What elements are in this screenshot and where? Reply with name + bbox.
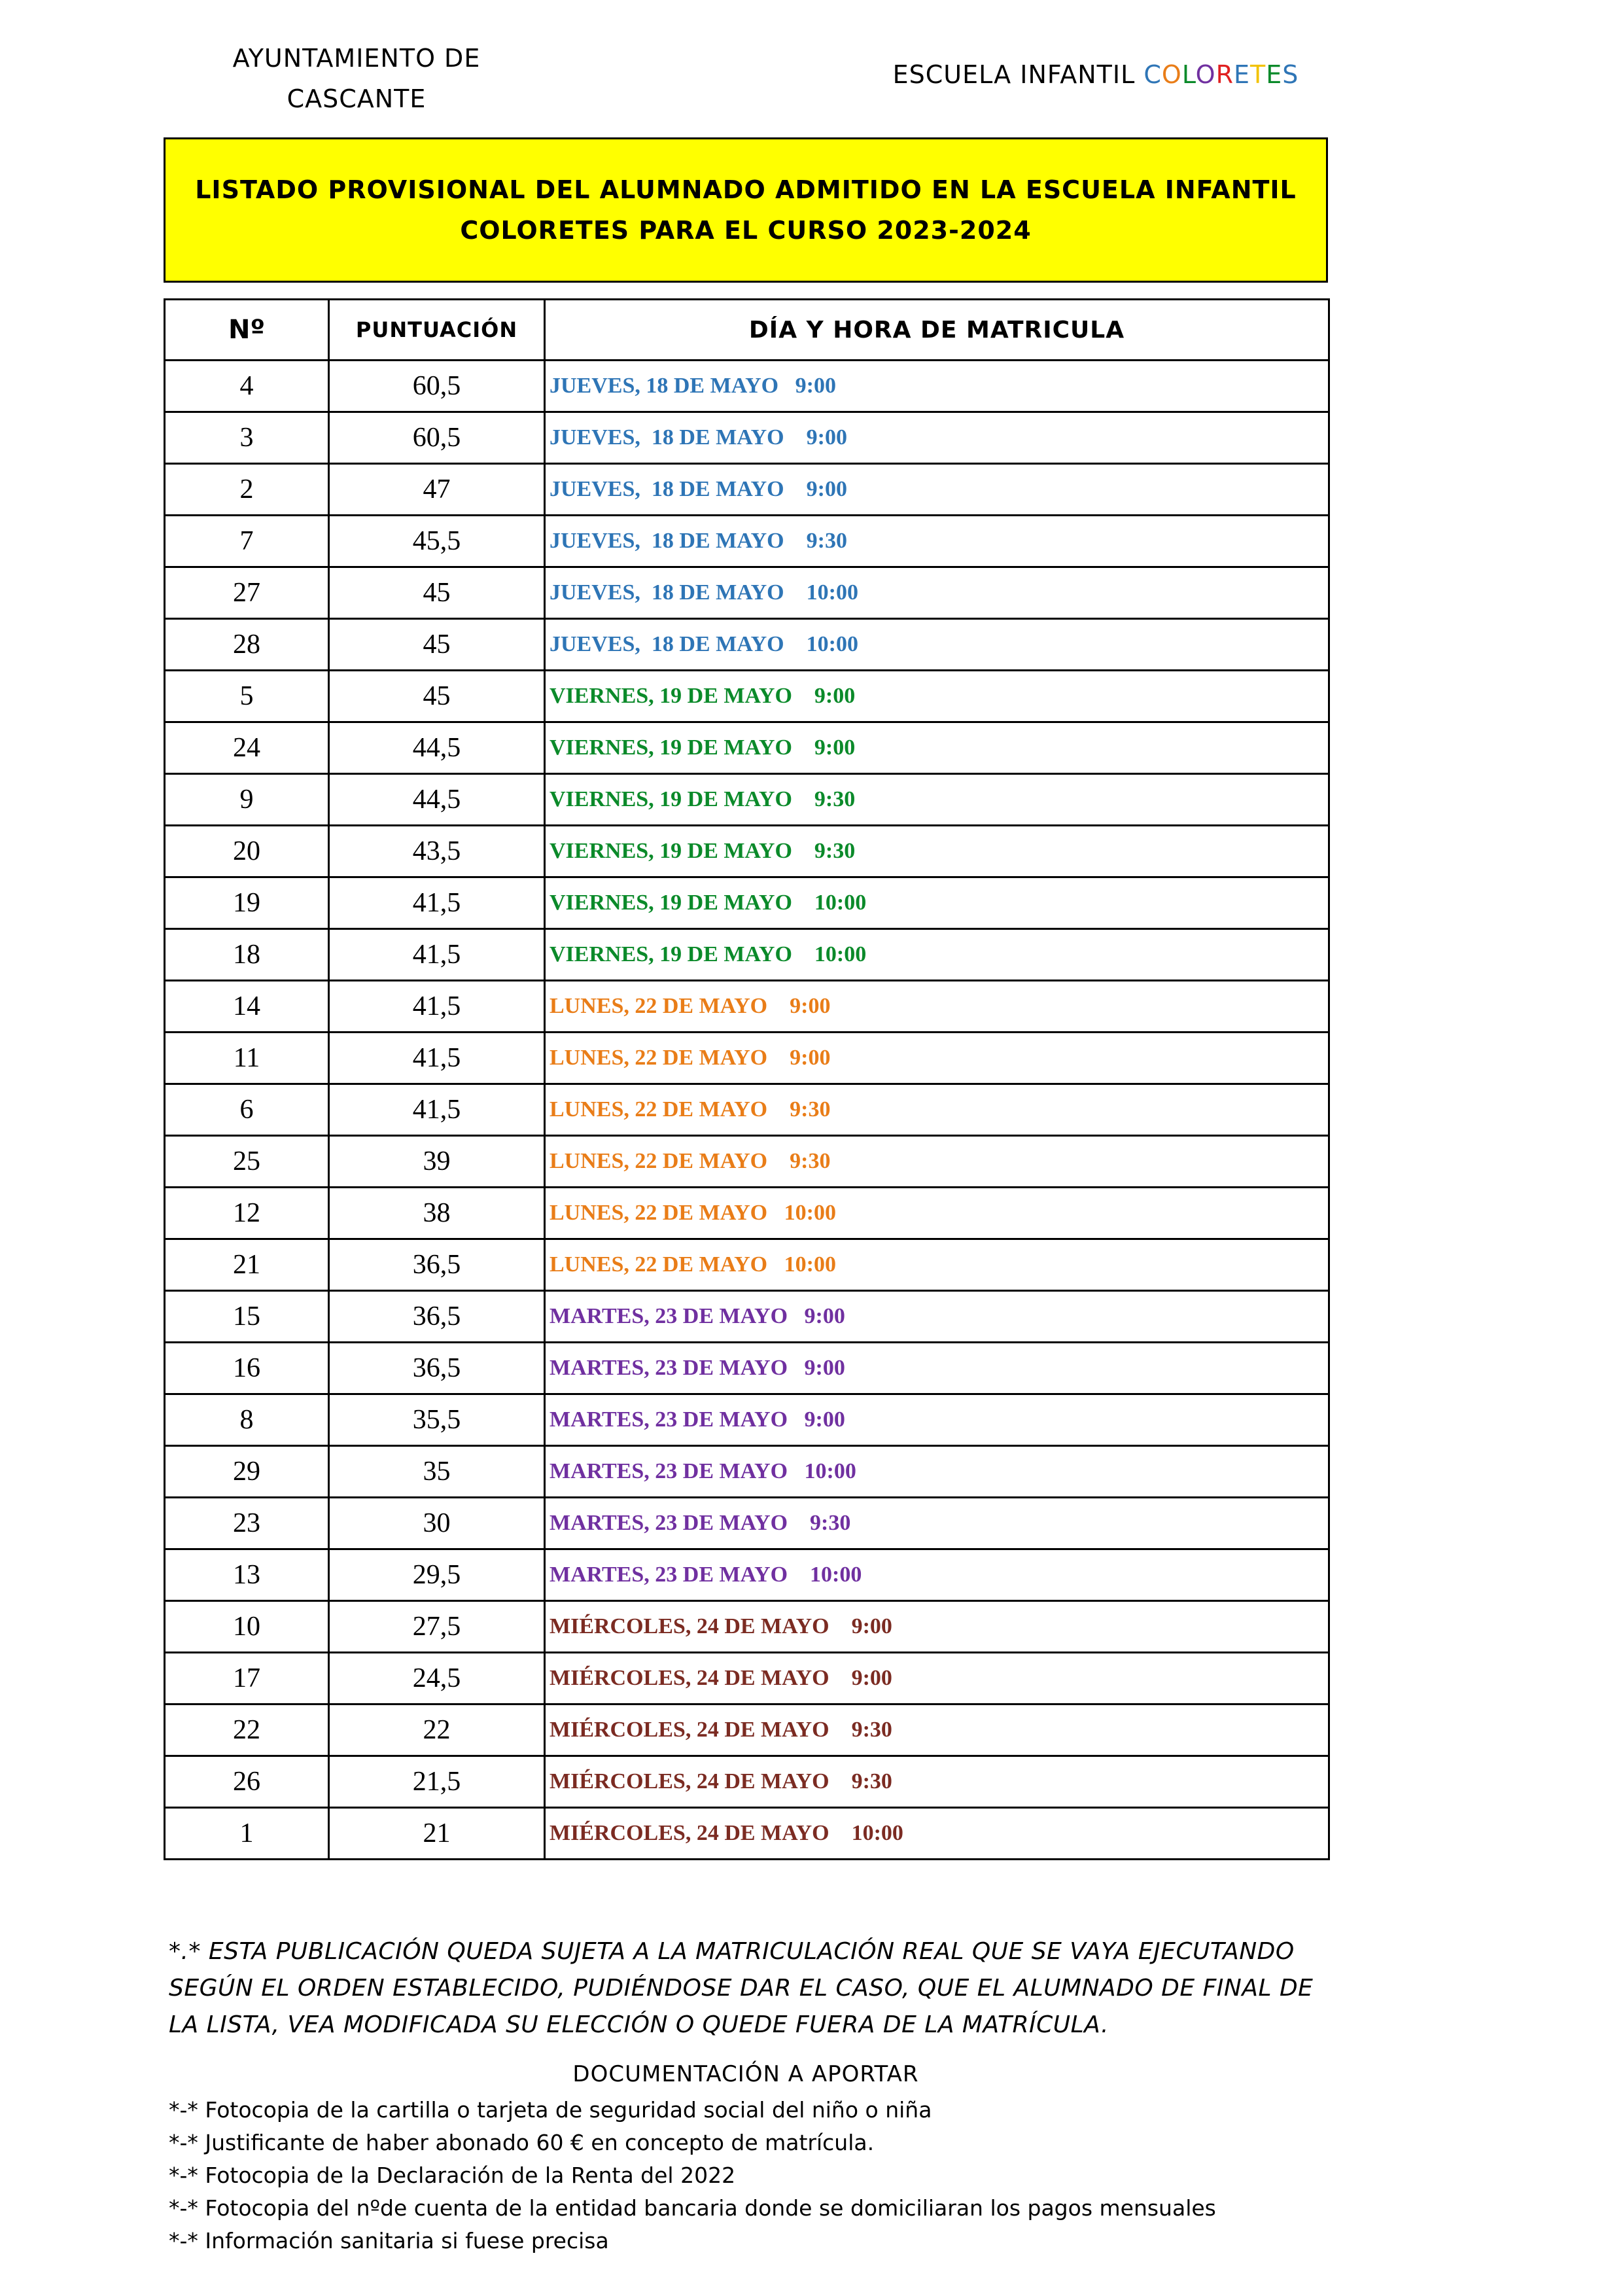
table-row	[165, 464, 1329, 516]
cell-score: 45	[329, 619, 545, 671]
cell-number: 6	[165, 1084, 329, 1136]
cell-score: 22	[329, 1704, 545, 1756]
table-row	[165, 412, 1329, 464]
table-row	[165, 1601, 1329, 1653]
cell-score: 39	[329, 1136, 545, 1188]
table-row	[165, 567, 1329, 619]
cell-number: 14	[165, 981, 329, 1033]
cell-number: 7	[165, 516, 329, 567]
document-item: *-* Fotocopia de la Declaración de la Renta del 2022	[169, 2163, 736, 2188]
table-row	[165, 516, 1329, 567]
cell-score: 60,5	[329, 361, 545, 412]
cell-score: 60,5	[329, 412, 545, 464]
table-row	[165, 722, 1329, 774]
cell-enrollment-date: MIÉRCOLES, 24 DE MAYO 9:00	[545, 1601, 1329, 1653]
cell-score: 29,5	[329, 1549, 545, 1601]
table-row	[165, 671, 1329, 722]
logo-letter: E	[1233, 60, 1250, 89]
table-row	[165, 774, 1329, 826]
table-row	[165, 1498, 1329, 1549]
cell-number: 29	[165, 1446, 329, 1498]
municipality-line-1: AYUNTAMIENTO DE	[232, 44, 481, 73]
cell-number: 11	[165, 1033, 329, 1084]
publication-note	[169, 1934, 1333, 2043]
logo-letter: T	[1250, 60, 1266, 89]
table-row	[165, 1704, 1329, 1756]
school-name-prefix: ESCUELA INFANTIL	[892, 60, 1136, 89]
cell-score: 36,5	[329, 1239, 545, 1291]
document-item: *-* Justificante de haber abonado 60 € en concepto de matrícula.	[169, 2130, 875, 2155]
cell-number: 26	[165, 1756, 329, 1808]
cell-number: 25	[165, 1136, 329, 1188]
cell-number: 24	[165, 722, 329, 774]
cell-number: 8	[165, 1394, 329, 1446]
document-item: *-* Información sanitaria si fuese precisa	[169, 2228, 609, 2253]
table-row	[165, 1084, 1329, 1136]
cell-enrollment-date: JUEVES, 18 DE MAYO 9:00	[545, 361, 1329, 412]
cell-score: 45	[329, 671, 545, 722]
table-row	[165, 877, 1329, 929]
cell-number: 10	[165, 1601, 329, 1653]
note-line-1: *.* ESTA PUBLICACIÓN QUEDA SUJETA A LA MATRICULACIÓN REAL QUE SE VAYA EJECUTANDO	[169, 1938, 1295, 1965]
cell-number: 20	[165, 826, 329, 877]
cell-enrollment-date: JUEVES, 18 DE MAYO 10:00	[545, 567, 1329, 619]
cell-score: 44,5	[329, 722, 545, 774]
logo-letter: L	[1181, 60, 1196, 89]
cell-number: 1	[165, 1808, 329, 1860]
cell-score: 41,5	[329, 981, 545, 1033]
table-row	[165, 1136, 1329, 1188]
table-row	[165, 1446, 1329, 1498]
cell-enrollment-date: MIÉRCOLES, 24 DE MAYO 9:30	[545, 1704, 1329, 1756]
cell-number: 16	[165, 1343, 329, 1394]
cell-score: 44,5	[329, 774, 545, 826]
cell-number: 18	[165, 929, 329, 981]
cell-number: 5	[165, 671, 329, 722]
document-item: *-* Fotocopia de la cartilla o tarjeta de seguridad social del niño o niña	[169, 2097, 932, 2123]
cell-number: 21	[165, 1239, 329, 1291]
cell-enrollment-date: VIERNES, 19 DE MAYO 10:00	[545, 929, 1329, 981]
coloretes-logo	[1143, 60, 1299, 89]
cell-score: 36,5	[329, 1343, 545, 1394]
table-row	[165, 1756, 1329, 1808]
table-header-row	[165, 300, 1329, 361]
table-row	[165, 1188, 1329, 1239]
cell-enrollment-date: VIERNES, 19 DE MAYO 9:00	[545, 722, 1329, 774]
cell-score: 36,5	[329, 1291, 545, 1343]
table-row	[165, 929, 1329, 981]
cell-enrollment-date: JUEVES, 18 DE MAYO 10:00	[545, 619, 1329, 671]
cell-score: 47	[329, 464, 545, 516]
cell-number: 28	[165, 619, 329, 671]
cell-number: 27	[165, 567, 329, 619]
note-line-2: SEGÚN EL ORDEN ESTABLECIDO, PUDIÉNDOSE DAR EL CASO, QUE EL ALUMNADO DE FINAL DE	[169, 1975, 1314, 2002]
logo-letter: C	[1143, 60, 1162, 89]
cell-score: 21,5	[329, 1756, 545, 1808]
cell-enrollment-date: LUNES, 22 DE MAYO 9:30	[545, 1084, 1329, 1136]
table-row	[165, 1033, 1329, 1084]
cell-enrollment-date: MARTES, 23 DE MAYO 10:00	[545, 1446, 1329, 1498]
cell-score: 43,5	[329, 826, 545, 877]
logo-letter: O	[1195, 60, 1216, 89]
table-row	[165, 619, 1329, 671]
cell-enrollment-date: MARTES, 23 DE MAYO 9:00	[545, 1394, 1329, 1446]
title-line-2: COLORETES PARA EL CURSO 2023-2024	[460, 216, 1032, 245]
cell-enrollment-date: JUEVES, 18 DE MAYO 9:30	[545, 516, 1329, 567]
cell-enrollment-date: MIÉRCOLES, 24 DE MAYO 10:00	[545, 1808, 1329, 1860]
documents-list	[169, 2094, 1333, 2257]
municipality-line-2: CASCANTE	[287, 84, 427, 113]
cell-score: 35,5	[329, 1394, 545, 1446]
cell-number: 12	[165, 1188, 329, 1239]
title-line-1: LISTADO PROVISIONAL DEL ALUMNADO ADMITIDO EN LA ESCUELA INFANTIL	[195, 175, 1297, 204]
cell-score: 41,5	[329, 929, 545, 981]
table-row	[165, 1343, 1329, 1394]
documents-title: DOCUMENTACIÓN A APORTAR	[572, 2061, 919, 2087]
cell-score: 30	[329, 1498, 545, 1549]
header-score: PUNTUACIÓN	[329, 300, 545, 361]
title-banner	[164, 137, 1328, 283]
cell-enrollment-date: MIÉRCOLES, 24 DE MAYO 9:30	[545, 1756, 1329, 1808]
cell-score: 45,5	[329, 516, 545, 567]
cell-enrollment-date: JUEVES, 18 DE MAYO 9:00	[545, 464, 1329, 516]
logo-letter: S	[1282, 60, 1299, 89]
cell-enrollment-date: VIERNES, 19 DE MAYO 10:00	[545, 877, 1329, 929]
cell-enrollment-date: MARTES, 23 DE MAYO 9:00	[545, 1343, 1329, 1394]
cell-enrollment-date: LUNES, 22 DE MAYO 9:00	[545, 981, 1329, 1033]
cell-number: 3	[165, 412, 329, 464]
table-row	[165, 826, 1329, 877]
note-line-3: LA LISTA, VEA MODIFICADA SU ELECCIÓN O QUEDE FUERA DE LA MATRÍCULA.	[169, 2011, 1109, 2038]
document-item: *-* Fotocopia del nºde cuenta de la entidad bancaria donde se domiciliaran los pagos mensuales	[169, 2195, 1216, 2221]
cell-enrollment-date: LUNES, 22 DE MAYO 10:00	[545, 1239, 1329, 1291]
cell-number: 2	[165, 464, 329, 516]
admissions-table	[164, 298, 1330, 1860]
cell-number: 4	[165, 361, 329, 412]
cell-enrollment-date: MARTES, 23 DE MAYO 10:00	[545, 1549, 1329, 1601]
cell-enrollment-date: VIERNES, 19 DE MAYO 9:30	[545, 826, 1329, 877]
table-row	[165, 1808, 1329, 1860]
cell-score: 41,5	[329, 1033, 545, 1084]
school-name	[850, 60, 1341, 89]
cell-number: 19	[165, 877, 329, 929]
cell-enrollment-date: VIERNES, 19 DE MAYO 9:30	[545, 774, 1329, 826]
header-enrollment-date: DÍA Y HORA DE MATRICULA	[545, 300, 1329, 361]
table-row	[165, 1653, 1329, 1704]
table-row	[165, 981, 1329, 1033]
logo-letter: E	[1266, 60, 1283, 89]
cell-score: 38	[329, 1188, 545, 1239]
cell-enrollment-date: JUEVES, 18 DE MAYO 9:00	[545, 412, 1329, 464]
cell-score: 41,5	[329, 877, 545, 929]
municipality-name	[190, 38, 523, 119]
cell-enrollment-date: MARTES, 23 DE MAYO 9:30	[545, 1498, 1329, 1549]
cell-number: 17	[165, 1653, 329, 1704]
cell-score: 24,5	[329, 1653, 545, 1704]
cell-number: 23	[165, 1498, 329, 1549]
table-row	[165, 1394, 1329, 1446]
cell-enrollment-date: LUNES, 22 DE MAYO 9:00	[545, 1033, 1329, 1084]
logo-letter: R	[1215, 60, 1234, 89]
table-row	[165, 1239, 1329, 1291]
table-row	[165, 1549, 1329, 1601]
cell-number: 13	[165, 1549, 329, 1601]
cell-score: 21	[329, 1808, 545, 1860]
cell-score: 41,5	[329, 1084, 545, 1136]
table-row	[165, 361, 1329, 412]
cell-score: 45	[329, 567, 545, 619]
cell-enrollment-date: MARTES, 23 DE MAYO 9:00	[545, 1291, 1329, 1343]
cell-number: 15	[165, 1291, 329, 1343]
cell-number: 9	[165, 774, 329, 826]
cell-number: 22	[165, 1704, 329, 1756]
cell-enrollment-date: VIERNES, 19 DE MAYO 9:00	[545, 671, 1329, 722]
cell-enrollment-date: LUNES, 22 DE MAYO 10:00	[545, 1188, 1329, 1239]
cell-score: 27,5	[329, 1601, 545, 1653]
logo-letter: O	[1161, 60, 1182, 89]
cell-enrollment-date: MIÉRCOLES, 24 DE MAYO 9:00	[545, 1653, 1329, 1704]
header-number: Nº	[165, 300, 329, 361]
table-row	[165, 1291, 1329, 1343]
cell-enrollment-date: LUNES, 22 DE MAYO 9:30	[545, 1136, 1329, 1188]
cell-score: 35	[329, 1446, 545, 1498]
